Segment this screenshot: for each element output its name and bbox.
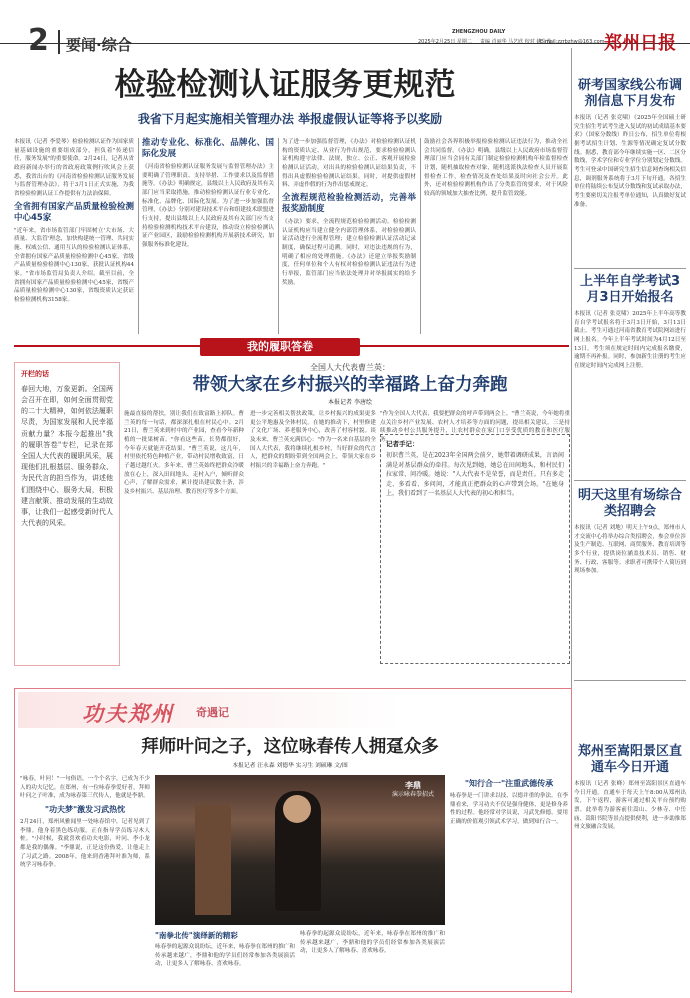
paper-name: ZHENGZHOU DAILY [452,29,506,35]
lead-subheading: 全省拥有国家产品质量检验检测中心45家 [14,201,134,223]
reporter-note-box [380,434,570,664]
lead-paragraph: 鼓励社会各界积极举报检验检测认证违法行为，推动全社会共同监督。《办法》明确，县级以上人民政府市场监督管理部门应当会同有关部门制定检验检测机构年检监督检查计划，随机抽取检查对象，随机选派执法检查人员开展监督检查工作，检查情况及查处结果及时向社会公开。此外，还对检验检测机构作出了分类监管的要求，对于风险较高的领域加大抽查比例，提升监管效能。 [424,139,568,197]
lead-paragraph: 为了进一步加强监督管理，《办法》对检验检测认证机构的资质认定、从业行为作出规范，要求检验检测认证机构遵守法律、法规，独立、公正、客观开展检验检测认证活动，对出具的检验检测认证结果负责，不得出具虚假检验检测认证结果。同时，对提供虚假材料、弄虚作假的行为作出惩戒规定。 [282,139,416,189]
lead-column-3 [282,138,416,334]
feature-banner: 我的履职答卷 [200,338,360,356]
gongfu-column-3 [155,930,295,988]
gongfu-column-1 [20,775,150,989]
feature-kicker: 全国人大代表曹兰英： [310,363,390,372]
gongfu-banner-sub: 奇遇记 [196,706,229,719]
gongfu-paragraph: 咏春拳的起源众说纷纭，近年来，咏春拳在郑州的推广和传承越来越广，李鼎和他的学员们经常参加各类展演活动，让更多人了解咏春、喜欢咏春。 [300,931,445,955]
brand-logo: 郑州日报 [604,33,676,54]
gongfu-paragraph: 咏春拳的起源众说纷纭，近年来，咏春拳在郑州的推广和传承越来越广，李鼎和他的学员们经常参加各类展演活动，让更多人了解咏春、喜欢咏春。 [155,944,295,968]
sidebar-news-body: 本报讯（记者 张竞啸）2025年上半年高等教育自学考试报名将于3月3日开始，3月13日截止。考生可通过河南省教育考试院网站进行网上报名。今年上半年考试时间为4月12日至13日。考生须在规定时间内完成报名缴费，逾期不再补报。同时，参加新生注册的考生应在规定时间内完成网上注册。 [574,311,686,369]
section-title: 要闻·综合 [66,36,132,54]
sidebar-divider [574,268,686,269]
sidebar-news-1 [574,78,686,270]
page-number: 2 [28,23,49,58]
sidebar-news-title: 郑州至嵩阳景区直通车今日开通 [577,744,682,775]
sidebar-news-body: 本报讯（记者 刘地）明天上午9点，郑州市人才交流中心将举办综合类招聘会，参会单位涉及生产制造、互联网、商贸服务、教育培训等多个行业，提供岗位涵盖技术员、销售、财务、行政、客服等。求职者可携带个人简历到现场参加。 [574,525,686,575]
gongfu-subheading: "知行合一"注重武德传承 [464,779,554,788]
lead-subtitle: 我省下月起实施相关管理办法 举报虚假认证等将予以奖励 [137,112,443,126]
sidebar-news-3 [574,488,686,654]
lead-paragraph: 《办法》要求，全流程规范检验检测活动。检验检测认证机构应当建立健全内部管理体系，对检验检测认证活动进行全流程管理；建立检验检测认证活动记录制度，确保过程可追溯。同时，对违法违规的行为，明确了相应的处理措施。《办法》还建立举报奖励制度，任何单位和个人有权对检验检测认证违法行为进行举报，监管部门应当依法处理并对举报属实的给予奖励。 [282,218,416,286]
sidebar-divider [574,680,686,681]
sidebar-news-4 [574,744,686,980]
header-divider [58,30,60,54]
lead-column-4 [424,138,568,334]
feature-column-2: 进一步完善相关帮扶政策，让乡村振兴的成果更多更公平地惠及全体村民。在她的推动下，村里修建了文化广场、养老服务中心，改善了村容村貌。谈及未来，曹兰英充满信心："作为一名来自基层的全国人大代表，我将继续扎根乡村，当好群众的代言人，把群众的期盼带到全国两会上，带领大家在乡村振兴的幸福路上奋力奔跑。" [250,411,376,469]
gongfu-paragraph: 咏春拳是一门讲求以技、以德并重的拳法。在李鼎看来，学习功夫不仅是强身健体，更是修身养性的过程。他经常对学员说，习武先修德，要用正确的价值观引领武术学习，做到知行合一。 [450,793,568,825]
lead-paragraph: 本报讯（记者 李爱琴）检验检测认证作为国家质量基础设施的重要组成部分，担负着"传递信任，服务发展"的重要使命。2月24日，记者从省政府新闻办举行的省政府政策例行吹风会上获悉，我省出台的《河南省检验检测认证服务发展与监督管理办法》，将于3月1日正式实施，为我省检验检测认证工作提供有力法治保障。 [14,139,134,197]
editor-line: 责编 肖丽华 马艺欣 校对 姚会蓉 [480,39,552,45]
gongfu-paragraph: 2月24日，郑州风雅闻里一处咏春馆中，记者见到了李鼎。他身着黑色练功服，正在指导学员练习木人桩。"小时候，我就喜欢看功夫电影，叶问、李小龙都是我的偶像。"李鼎说，正是这份热爱，让他走上了习武之路。2008年，他来到香港拜叶准为师，系统学习咏春拳。 [20,818,150,869]
email-line: E-mail:zzrbzhw@163.com [540,39,605,45]
column-rule [278,138,279,334]
gongfu-column-3b [300,930,445,988]
gongfu-photo [155,775,445,925]
gongfu-column-4 [450,775,568,989]
lead-paragraph: 《河南省检验检测认证服务发展与监督管理办法》主要明确了管理职责、支持举措、工作要求以及监督措施等。《办法》明确规定，县级以上人民政府及其有关部门应当采取措施，推动检验检测认证行业专业化、标准化、品牌化、国际化发展。为了进一步加强监督管理，《办法》分别对建设技术平台和组建技术联盟进行支持，提出县级以上人民政府及其有关部门应当支持检验检测机构技术平台建设，推动设立检验检测认证产业园区，鼓励检验检测机构开展新技术研究，加强服务标准化建设。 [142,164,274,248]
gongfu-banner-title: 功夫郑州 [82,701,174,726]
lead-column-1 [14,138,134,334]
reporter-note-title: 记者手记： [386,440,419,448]
sidebar-news-title: 明天这里有场综合类招聘会 [577,488,682,519]
column-rule [420,138,421,334]
column-intro-text: 春回大地，万象更新。全国两会召开在即，如何全面贯彻党的二十大精神，如何依法履职尽责，为国家发展和人民幸福贡献力量？本报今起推出"我的履职答卷"专栏，记录在郑全国人大代表的履职风采，展现他们扎根基层、服务群众、为民代言的担当作为，讲述他们围绕中心、服务大局，积极建言献策、推动发展的生动故事，让我们一起感受新时代人大代表的风采。 [21,384,113,528]
lead-subheading: 全流程规范检验检测活动，完善举报奖励制度 [282,192,416,214]
sidebar-news-title: 研考国家线公布调剂信息下月发布 [577,78,682,109]
sidebar-news-body: 本报讯（记者 张竞啸）《2025年全国硕士研究生招生考试考生进入复试的初试成绩基本要求》（国家分数线）昨日公布，招生单位将根据考试招生计划、生源等情况确定复试分数线。据悉，教育部今年继续实施一区、二区分数线，学术学位和专业学位分别划定分数线。考生可登录中国研究生招生信息网查询相关信息，调剂服务系统将于3月下旬开通。各招生单位将陆续公布复试分数线和复试录取办法，考生要密切关注报考单位通知，认真做好复试准备。 [574,115,686,208]
feature-column-3: "作为全国人大代表，我要把群众的呼声带到两会上。"曹兰英说，今年她将重点关注乡村产业发展、农村人才培养等方面的问题，提出相关建议。三是持续推动乡村公共服务提升，让农村群众在家门口享受优质的教育和医疗服务。 [380,411,570,443]
martial-artist-head [283,795,311,823]
lead-paragraph: "近年来，省市场监管部门牢固树立'大市场、大质量、大监管'理念，加快构建统一管理、共同实施、权威公信、通用互认的检验检测认证体系，全省拥有国家产品质量检验检测中心45家，省级产品质量检验检测中心130家，获批认证机构44家。"省市场监管局负责人介绍。截至目前，全省拥有国家产品质量检验检测中心45家，省级产品质量检验检测中心130家，省级资质认定获证检验检测机构3158家。 [14,227,134,303]
column-intro-title: 开栏的话 [21,370,49,378]
wooden-dummy [195,805,231,915]
photo-caption [391,781,435,871]
sidebar-news-2 [574,274,686,482]
sidebar-news-body: 本报讯（记者 张峰）郑州至嵩阳景区直通车今日开通。直通车于每天上午8:00从郑州出发，下午返程，游客可通过相关平台预约购票。此举将为游客前往嵩山、少林寺、中岳庙、嵩阳书院等景点提供便利，进一步助推郑州文旅融合发展。 [574,781,686,831]
sidebar-divider [574,480,686,481]
feature-column-1: 施最直接的帮扶，别让我们在致富路上掉队。曹兰英的每一句话，都深深扎根在村民心中。2月21日，曹兰英来到村中的产业园，查看今年新种植的一批果树苗。"你看这些苗，长势都很好，今年春天就能开花结果。"曹兰英说，这几年，村里依托特色种植产业，带动村民增收致富，日子越过越红火。多年来，曹兰英始终把群众冷暖放在心上，深入田间地头、走村入户，倾听群众心声，了解群众需求，累计提出建议数十条，涉及乡村振兴、基层治理、教育医疗等多个方面。 [124,411,244,495]
gongfu-subheading: "南拳北传"演绎新的精彩 [155,931,238,940]
lead-column-2 [142,138,274,334]
gongfu-subheading: "功夫梦"激发习武热忱 [44,804,126,814]
feature-byline: 本报记者 李唐绘 [328,399,372,406]
photo-caption-name: 李鼎 [405,780,421,790]
reporter-note-text: 初识曹兰英，是在2023年全国两会前夕，她带着调研成果，言语间满是对基层群众的牵挂。每次见到她，她总在田间地头，和村民们拉家常、问冷暖。她说："人大代表不是荣誉，而是责任。只有多走走、多看看、多问问，才能真正把群众的心声带到会场。"在她身上，我们看到了一名基层人大代表的初心和担当。 [386,452,564,498]
issue-date: 2025年2月25日 星期二 [418,39,472,45]
lead-subheading: 推动专业化、标准化、品牌化、国际化发展 [142,138,274,159]
gongfu-paragraph: "咏春，叶问！"一句俗语，一个个名字，已成为不少人的功夫记忆。在郑州，有一位咏春拳爱好者，拜师叶问之子叶准，成为咏春第三代传人，他就是李鼎。 [20,776,150,800]
photo-caption-desc: 演示咏春拳招式 [391,791,434,798]
sidebar-news-title: 上半年自学考试3月3日开始报名 [579,274,681,305]
lead-title: 检验检测认证服务更规范 [114,67,456,103]
column-rule [138,138,139,334]
feature-title: 带领大家在乡村振兴的幸福路上奋力奔跑 [192,375,508,395]
gongfu-title: 拜师叶问之子，这位咏春传人拥趸众多 [141,737,439,757]
gongfu-byline: 本报记者 汪永森 刘德华 实习生 刘硕琳 文/图 [232,763,348,769]
column-intro-box [14,362,120,666]
